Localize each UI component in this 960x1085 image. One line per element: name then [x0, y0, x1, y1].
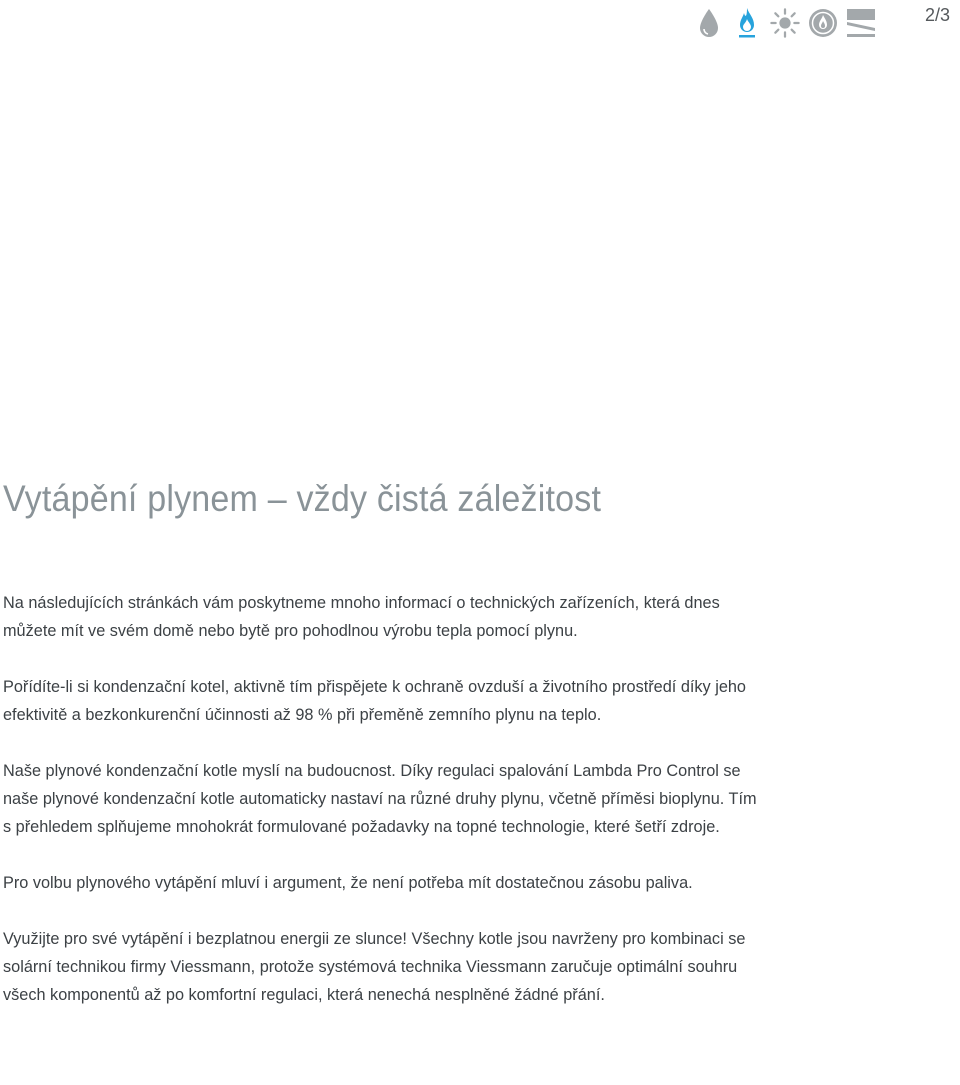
- sun-icon: [770, 6, 800, 40]
- paragraph-intro: Na následujících stránkách vám poskytneme mnoho informací o technických zařízeních, která dnes můžete mít ve svém domě nebo bytě pro pohodlnou výrobu tepla pomocí plynu.: [3, 594, 720, 640]
- oil-drop-icon: [694, 6, 724, 40]
- paragraph-solar: Využijte pro své vytápění i bezplatnou energii ze slunce! Všechny kotle jsou navrženy pro kombinaci se solární technikou firmy Viessmann, protože systémová technika Viessmann zaručuje optimální souhru všech komponentů až po komfortní regulaci, která nenechá nesplněné žádné přání.: [3, 930, 746, 1004]
- page-indicator: 2/3: [925, 5, 951, 25]
- heat-pump-icon: [846, 6, 876, 40]
- paragraph-condensing-boiler: Pořídíte-li si kondenzační kotel, aktivně tím přispějete k ochraně ovzduší a životního prostředí díky jeho efektivitě a bezkonkurenční účinnosti až 98 % při přeměně zemního plynu na teplo.: [3, 678, 746, 724]
- paragraph-lambda-pro-control: Naše plynové kondenzační kotle myslí na budoucnost. Díky regulaci spalování Lambda Pro Control se naše plynové kondenzační kotle automaticky nastaví na různé druhy plynu, včetně příměsi bioplynu. Tím s přehledem splňujeme mnohokrát formulované požadavky na topné technologie, které šetří zdroje.: [3, 762, 757, 836]
- page-title: Vytápění plynem – vždy čistá záležitost: [3, 478, 602, 519]
- paragraph-fuel-storage: Pro volbu plynového vytápění mluví i argument, že není potřeba mít dostatečnou zásobu paliva.: [3, 874, 693, 892]
- body-text: [3, 589, 763, 1037]
- wood-pellet-icon: [808, 6, 838, 40]
- energy-icon-bar: [694, 6, 884, 40]
- gas-flame-icon: [732, 6, 762, 40]
